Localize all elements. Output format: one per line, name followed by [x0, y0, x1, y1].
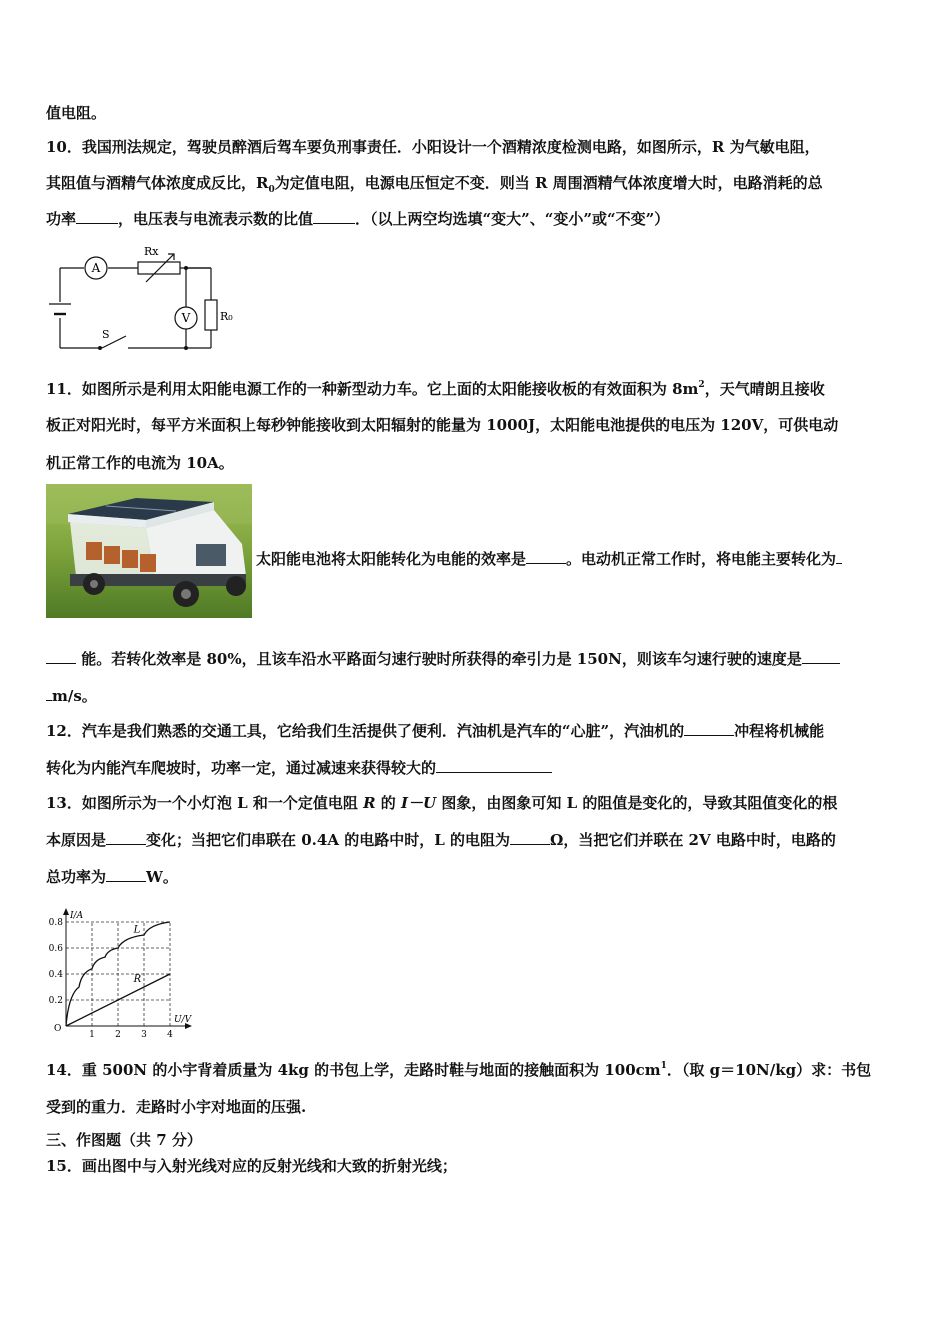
answer-blank[interactable]: [526, 549, 566, 564]
origin-label: O: [54, 1024, 62, 1034]
q11-line1: 11．如图所示是利用太阳能电源工作的一种新型动力车。它上面的太阳能接收板的有效面积为 $8m^2$，天气晴朗且接收: [46, 380, 825, 398]
answer-blank[interactable]: [46, 649, 76, 664]
q11-line3: 机正常工作的电流为 10A。: [46, 454, 234, 472]
y-axis-arrow: [63, 908, 69, 915]
q12-line2: 转化为内能汽车爬坡时，功率一定，通过减速来获得较大的: [46, 758, 552, 778]
q14-line1: 14．重 500N 的小宇背着质量为 4kg 的书包上学，走路时鞋与地面的接触面积为 $100cm^1$．（取 g＝10N/kg）求：书包: [46, 1061, 872, 1079]
answer-blank[interactable]: [802, 649, 840, 664]
answer-blank[interactable]: [106, 830, 146, 845]
y-tick-label: 0.8: [48, 918, 63, 928]
answer-blank[interactable]: [106, 867, 146, 882]
answer-blank[interactable]: [684, 721, 734, 736]
q11-line5: 能。若转化效率是 80%，且该车沿水平路面匀速行驶时所获得的牵引力是 150N，则该车匀速行驶的速度是: [46, 649, 840, 669]
q13-line3: 总功率为 W。: [46, 868, 178, 886]
q10-line2: 其阻值与酒精气体浓度成反比，$R_0$为定值电阻，电源电压恒定不变．则当 R 周围酒精气体浓度增大时，电路消耗的总: [46, 174, 823, 195]
answer-blank[interactable]: [436, 758, 552, 773]
answer-blank[interactable]: [510, 830, 550, 845]
ammeter-label: A: [91, 261, 101, 275]
switch-label: S: [102, 328, 110, 341]
y-axis-label: I/A: [70, 911, 84, 921]
q13-line2: 本原因是 变化；当把它们串联在 0.4A 的电路中时，L 的电阻为 Ω，当把它们并联在 2V 电路中时，电路的: [46, 831, 836, 849]
x-tick-label: 1: [89, 1030, 95, 1038]
solar-car-photo: [46, 484, 252, 618]
circuit-diagram: [46, 240, 246, 355]
rx-label: Rx: [144, 245, 159, 258]
x-axis-label: U/V: [174, 1015, 192, 1025]
q11-line6: m/s。: [46, 686, 97, 706]
q11-side: 太阳能电池将太阳能转化为电能的效率是 。电动机正常工作时，将电能主要转化为: [256, 549, 842, 569]
x-tick-label: 2: [115, 1030, 121, 1038]
q12-line1: 12．汽车是我们熟悉的交通工具，它给我们生活提供了便利．汽油机是汽车的“心脏”，汽油机的 冲程将机械能: [46, 722, 825, 740]
q9-tail: 值电阻。: [46, 104, 107, 122]
q13-line1: 13．如图所示为一个小灯泡 L 和一个定值电阻 R 的 I－U 图象，由图象可知 L 的阻值是变化的，导致其阻值变化的根: [46, 794, 838, 812]
y-tick-label: 0.4: [48, 970, 63, 980]
q14-line2: 受到的重力．走路时小宇对地面的压强.: [46, 1098, 307, 1116]
series-label-R: R: [133, 973, 142, 985]
answer-blank[interactable]: [836, 549, 842, 564]
y-tick-label: 0.2: [48, 996, 63, 1006]
section3-title: 三、作图题（共 7 分）: [46, 1131, 202, 1149]
x-tick-label: 4: [167, 1030, 173, 1038]
q10-line1: 10．我国刑法规定，驾驶员醉酒后驾车要负刑事责任．小阳设计一个酒精浓度检测电路，如图所示，R 为气敏电阻，: [46, 138, 820, 156]
q11-line2: 板正对阳光时，每平方米面积上每秒钟能接收到太阳辐射的能量为 1000J，太阳能电池提供的电压为 120V，可供电动: [46, 416, 839, 434]
q10-line3: 功率 ，电压表与电流表示数的比值 ．（以上两空均选填“变大”、“变小”或“不变”）: [46, 210, 670, 228]
x-tick-label: 3: [141, 1030, 147, 1038]
r0-label: R₀: [220, 310, 233, 323]
series-label-L: L: [133, 924, 141, 936]
q15-line1: 15．画出图中与入射光线对应的反射光线和大致的折射光线；: [46, 1157, 457, 1175]
voltmeter-label: V: [181, 311, 191, 325]
iu-chart: [40, 898, 200, 1038]
answer-blank[interactable]: [76, 209, 118, 224]
answer-blank[interactable]: [313, 209, 355, 224]
y-tick-label: 0.6: [48, 944, 63, 954]
